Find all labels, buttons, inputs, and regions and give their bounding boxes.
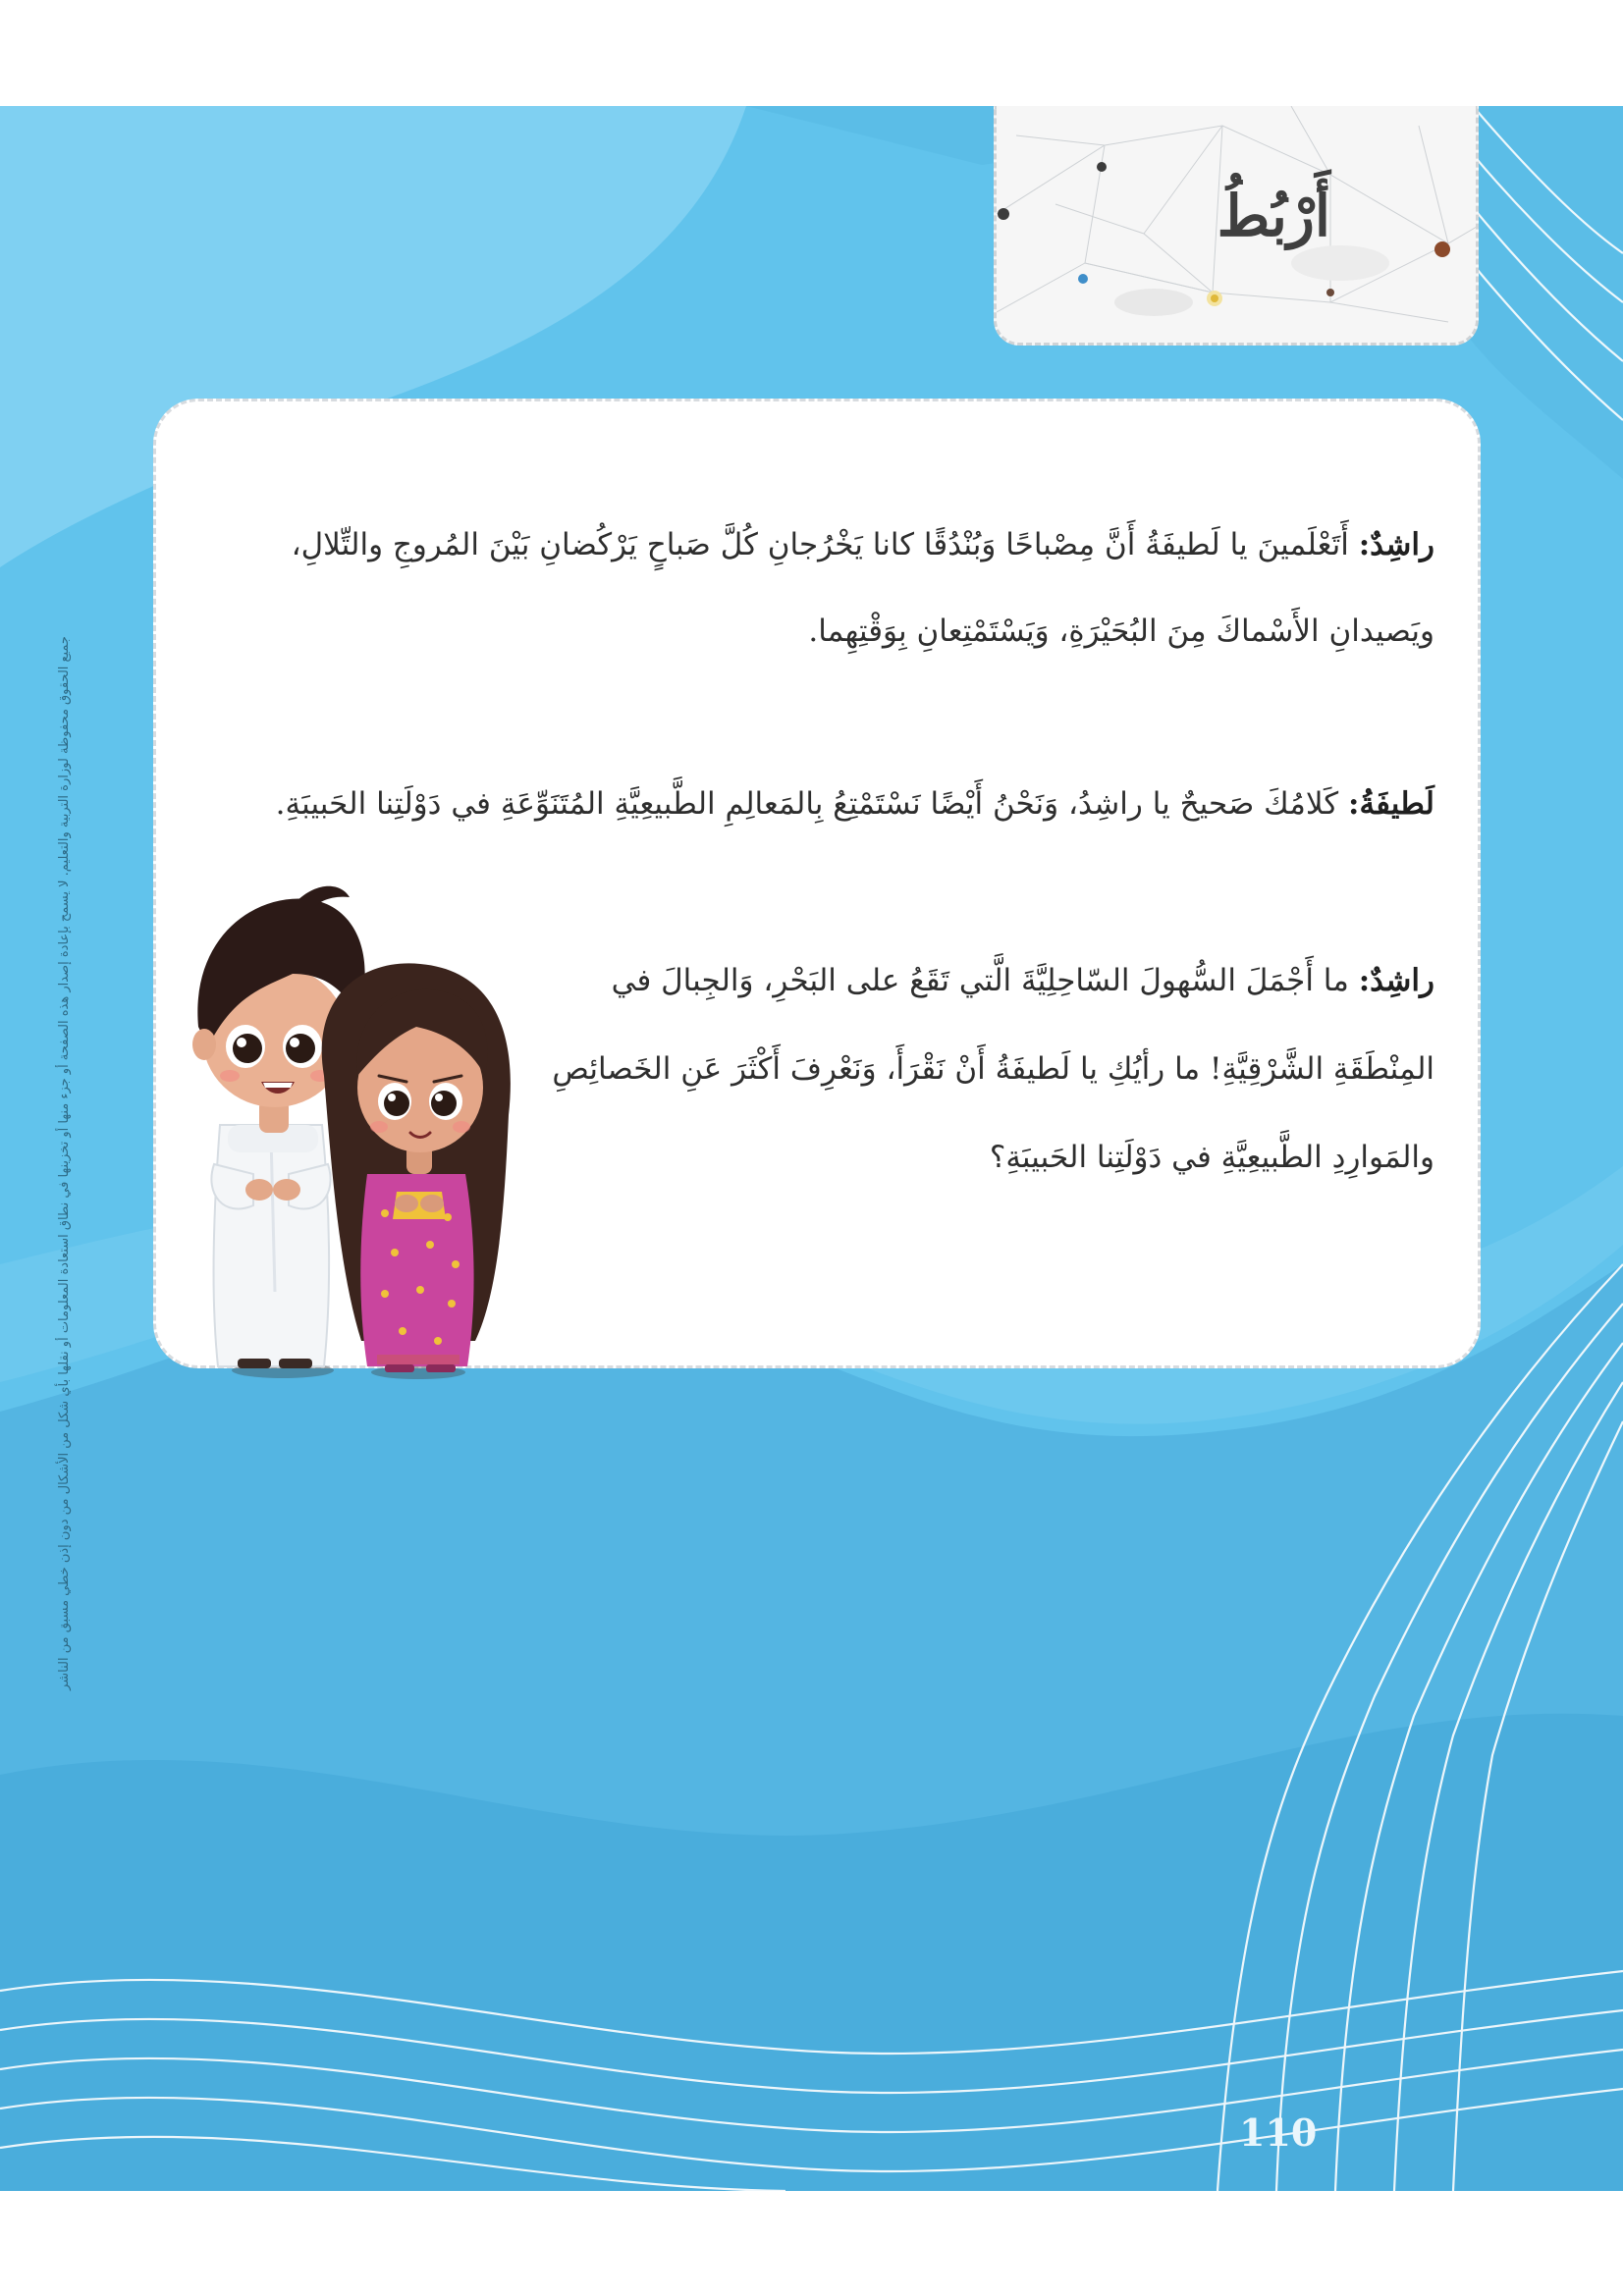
girl-character <box>322 963 511 1379</box>
dialog-line-4 <box>612 937 1434 1024</box>
dialog-text: أَتَعْلَمينَ يا لَطيفَةُ أَنَّ مِصْباحًا وَبُنْدُقًا كانا يَخْرُجانِ كُلَّ صَباحٍ يَرْكُضانِ بَيْنَ المُروجِ والتِّلالِ، <box>291 527 1359 562</box>
top-margin <box>0 0 1623 106</box>
dialog-text: والمَوارِدِ الطَّبيعِيَّةِ في دَوْلَتِنا الحَبيبَةِ؟ <box>989 1140 1434 1175</box>
dialog-line-2 <box>808 588 1434 674</box>
lesson-title-card <box>994 106 1479 346</box>
dialog-line-1 <box>292 502 1434 588</box>
dialog-text: المِنْطَقَةِ الشَّرْقِيَّةِ! ما رأيُكِ يا لَطيفَةُ أَنْ نَقْرَأَ، وَنَعْرِفَ أَكْثَرَ عَنِ الخَصائِصِ <box>552 1051 1434 1087</box>
speaker-label: راشِدٌ: <box>1358 527 1434 562</box>
speaker-label: لَطيفَةُ: <box>1348 786 1434 822</box>
speaker-label: راشِدٌ: <box>1358 963 1434 998</box>
dialog-line-6 <box>990 1114 1434 1201</box>
page-number: 110 <box>1239 2110 1318 2155</box>
dialog-line-5 <box>552 1026 1434 1112</box>
copyright-side-note: جميع الحقوق محفوظة لوزارة التربية والتعليم. لا يسمح بإعادة إصدار هذه الصفحة أو جزء منها أو تخزينها في نطاق استعادة المعلومات أو نقلها بأي شكل من الأشكال من دون إذن خطي مسبق من الناشر <box>57 636 72 1690</box>
dialog-text: كَلامُكَ صَحيحٌ يا راشِدُ، وَنَحْنُ أَيْضًا نَسْتَمْتِعُ بِالمَعالِمِ الطَّبيعِيَّةِ المُتَنَوِّعَةِ في دَوْلَتِنا الحَبيبَةِ. <box>275 786 1349 822</box>
dialog-line-3 <box>276 761 1434 847</box>
dialog-text: ما أَجْمَلَ السُّهولَ السّاحِلِيَّةَ الَّتي تَقَعُ على البَحْرِ، وَالجِبالَ في <box>611 963 1359 998</box>
children-illustration <box>185 880 528 1380</box>
dialog-text: ويَصيدانِ الأَسْماكَ مِنَ البُحَيْرَةِ، وَيَسْتَمْتِعانِ بِوَقْتِهِما. <box>808 614 1434 649</box>
bottom-margin <box>0 2191 1623 2296</box>
lesson-title: أَرْبُطُ <box>1217 183 1330 249</box>
